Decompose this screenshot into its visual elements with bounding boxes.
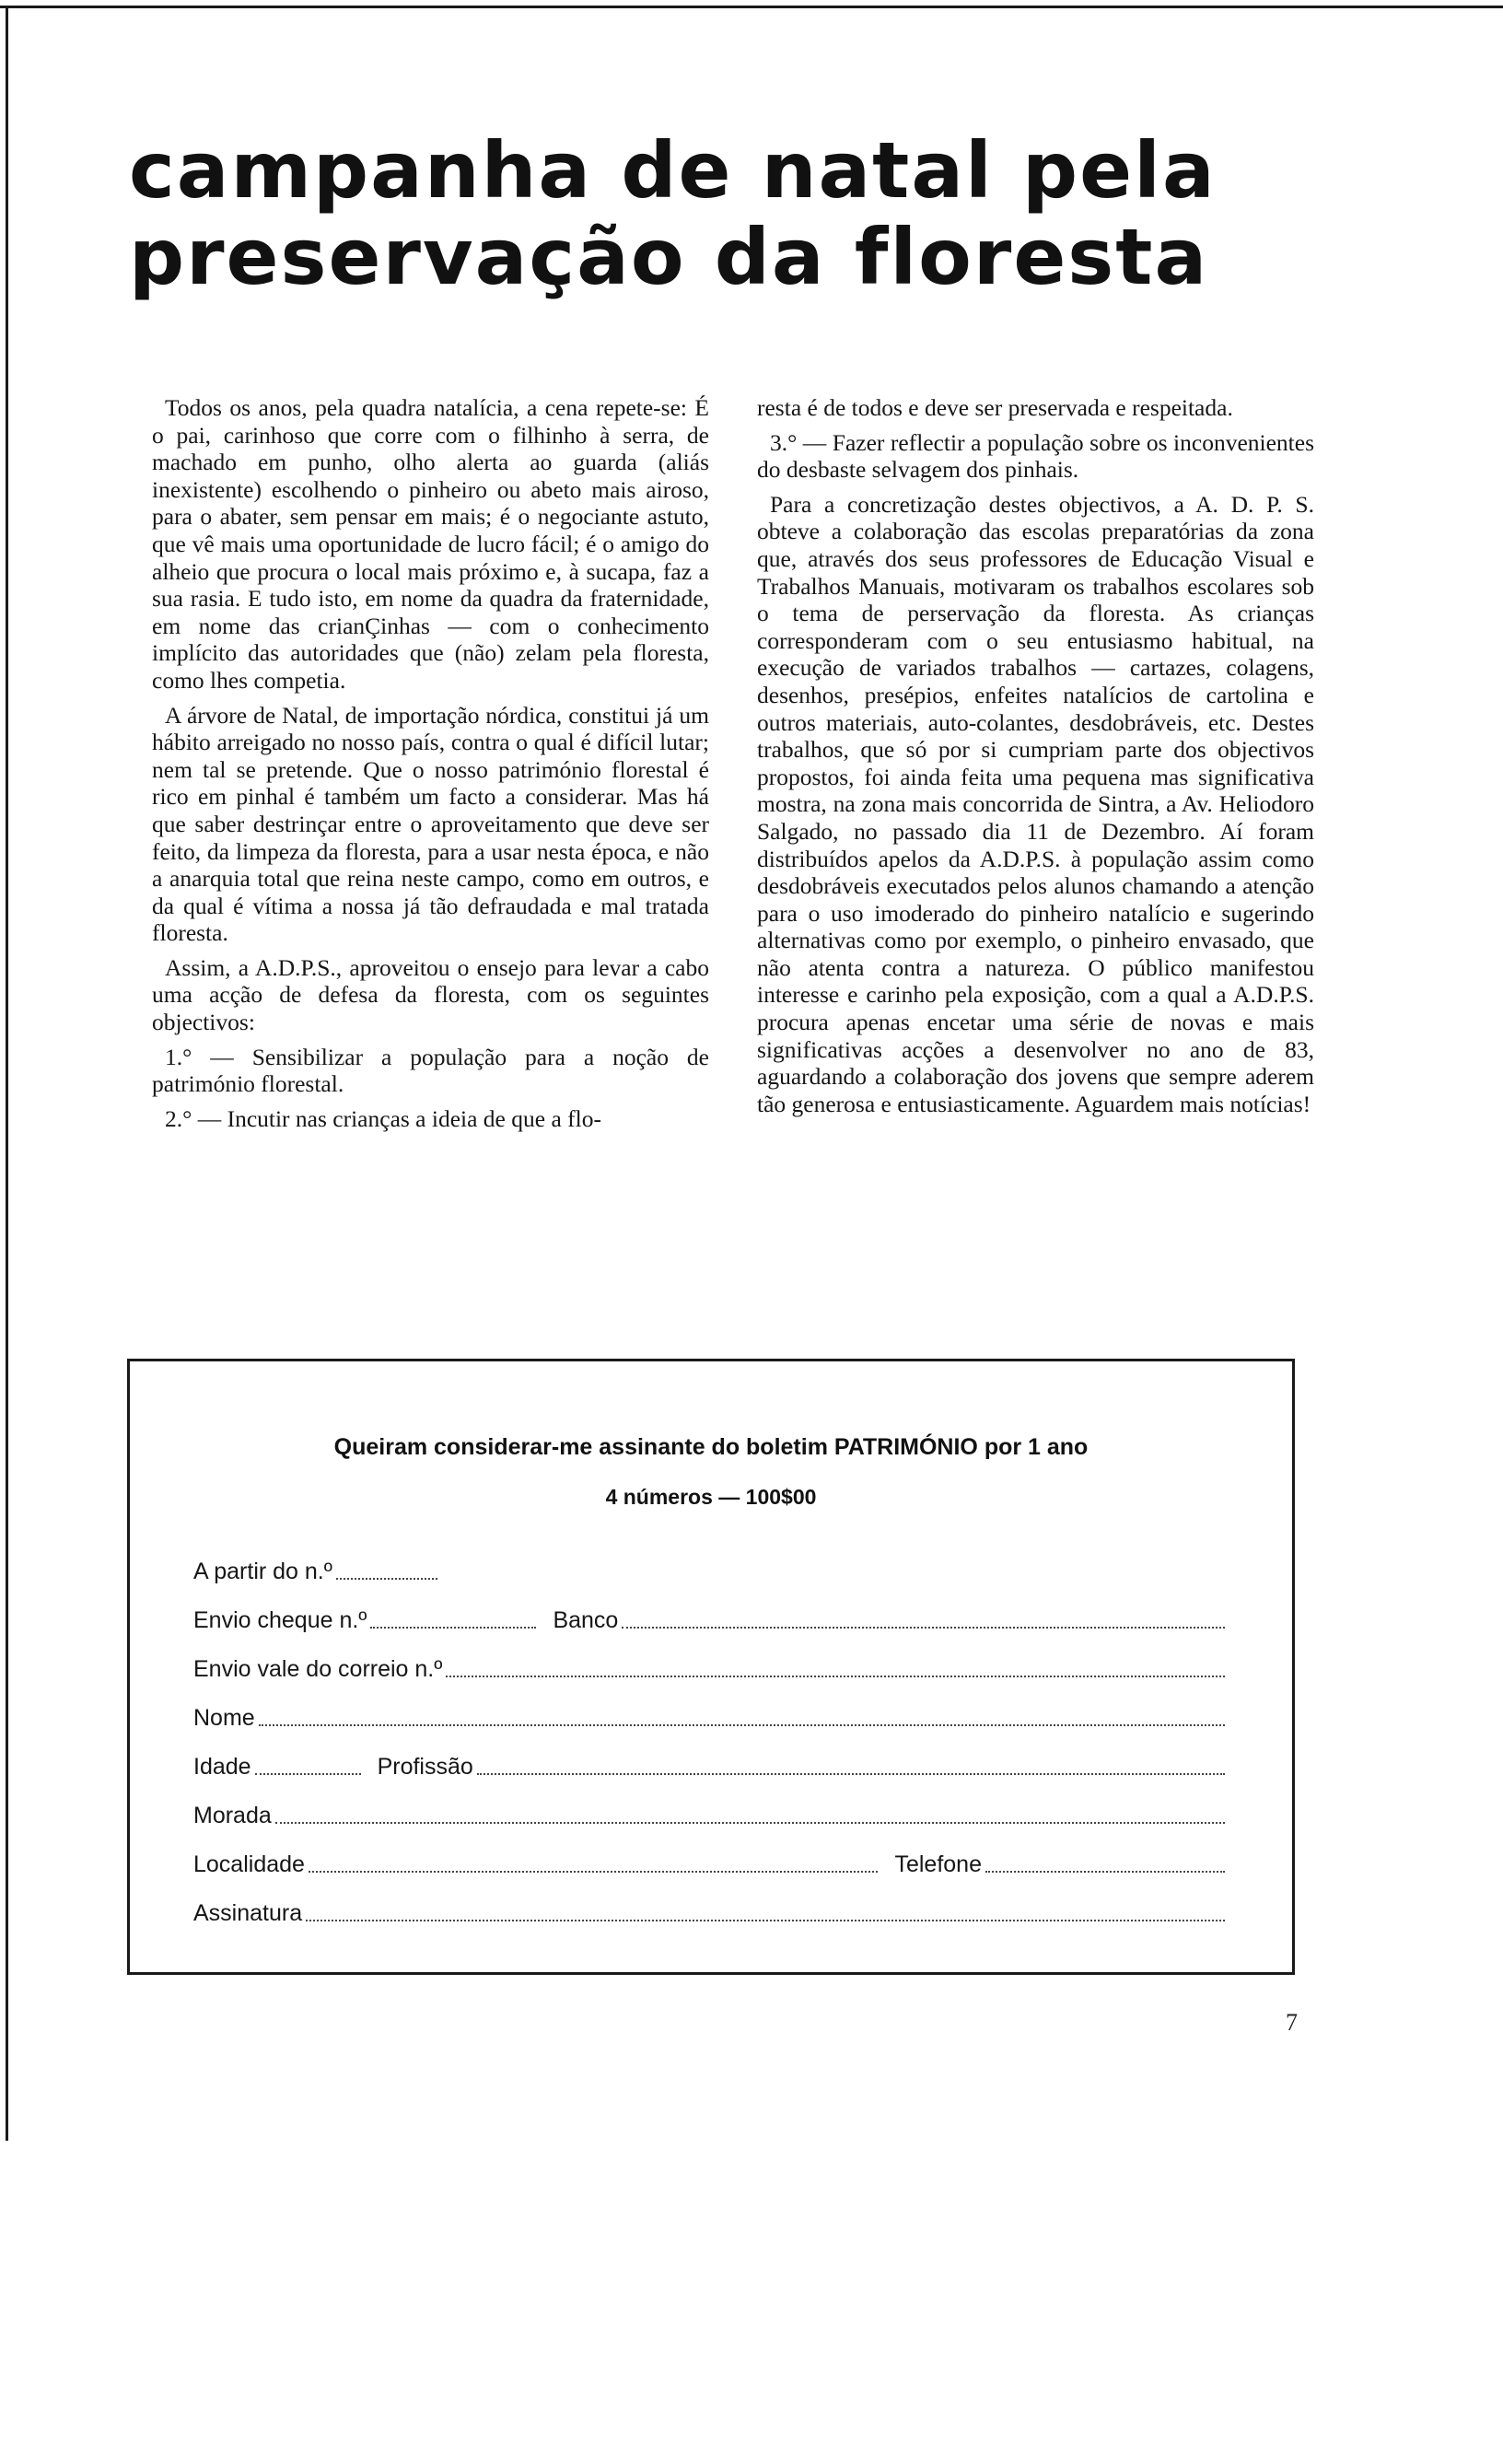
article-paragraph: Assim, a A.D.P.S., aproveitou o ensejo para levar a cabo uma acção de defesa da floresta, com os seguintes objectivos: [152, 953, 709, 1036]
from-issue-label: A partir do n.º [193, 1559, 332, 1584]
objective-item: 2.° — Incutir nas crianças a ideia de que a flo- [165, 1104, 601, 1132]
page-border-left [6, 6, 8, 2141]
phone-label: Telefone [894, 1851, 982, 1877]
form-price: 4 números — 100$00 [605, 1485, 817, 1509]
field-row-signature [193, 1896, 1225, 1927]
phone-field[interactable] [985, 1867, 1225, 1873]
form-heading: Queiram considerar-me assinante do boletim PATRIMÓNIO por 1 ano [333, 1434, 1089, 1460]
field-row-postal-order [193, 1652, 1225, 1683]
age-label: Idade [193, 1754, 251, 1780]
article-paragraph: A árvore de Natal, de importação nórdica, constitui já um hábito arreigado no nosso país, contra o qual é difícil lutar; nem tal se pretende. Que o nosso património florestal é rico em pinhal é também um facto a considerar. Mas há que saber destrinçar entre o aproveitamento que deve ser feito, da limpeza da floresta, para a usar nesta época, e não a anarquia total que reina neste campo, como em outros, e da qual é vítima a nossa já tão defraudada e mal tratada floresta. [152, 701, 709, 947]
field-row-age-profession [193, 1749, 1225, 1781]
cheque-number-label: Envio cheque n.º [193, 1607, 367, 1633]
article-title [129, 127, 1326, 300]
page-number: 7 [1286, 2009, 1298, 2036]
field-row-address [193, 1798, 1225, 1829]
from-issue-field[interactable] [336, 1574, 437, 1580]
article-title-line-1: campanha de natal pela [129, 125, 1217, 216]
article-body [152, 394, 1314, 1260]
name-field[interactable] [259, 1721, 1225, 1726]
profession-label: Profissão [377, 1754, 473, 1780]
article-paragraph: Para a concretização destes objectivos, a A. D. P. S. obteve a colaboração das escolas preparatórias da zona que, através dos seus professores de Educação Visual e Trabalhos Manuais, motivaram os trabalhos escolares sob o tema de perservação da floresta. As crianças corresponderam com o seu entusiasmo habitual, na execução de variados trabalhos — cartazes, colagens, desenhos, presépios, enfeites natalícios de cartolina e outros materiais, auto-colantes, desdobráveis, etc. Destes trabalhos, que só por si cumpriam parte dos objectivos propostos, foi ainda feita uma pequena mas significativa mostra, na zona mais concorrida de Sintra, a Av. Heliodoro Salgado, no passado dia 11 de Dezembro. Aí foram distribuídos apelos da A.D.P.S. à população assim como desdobráveis executados pelos alunos chamando a atenção para o uso imoderado do pinheiro natalício e sugerindo alternativas como por exemplo, o pinheiro envasado, que não atenta contra a natureza. O público manifestou interesse e carinho pela exposição, com a qual a A.D.P.S. procura apenas encetar uma série de novas e mais significativas acções a desenvolver no ano de 83, aguardando a colaboração dos jovens que sempre aderem tão generosa e entusiasticamente. Aguardem mais notícias! [757, 490, 1314, 1117]
field-row-cheque [193, 1603, 1225, 1634]
article-paragraph: Todos os anos, pela quadra natalícia, a cena repete-se: É o pai, carinhoso que corre com o filhinho à serra, de machado em punho, olho alerta ao guarda (aliás inexistente) escolhendo o pinheiro ou abeto mais airoso, para o abater, sem pensar em mais; é o negociante astuto, que vê mais uma oportunidade de lucro fácil; é o amigo do alheio que procura o local mais próximo e, à sucapa, faz a sua rasia. E tudo isto, em nome da quadra da fraternidade, em nome das crianÇinhas — com o conhecimento implícito das autoridades que (não) zelam pela floresta, como lhes competia. [152, 394, 709, 694]
bank-label: Banco [553, 1607, 619, 1633]
subscription-form [127, 1359, 1295, 2464]
profession-field[interactable] [477, 1769, 1225, 1775]
page-border-top [0, 6, 1503, 8]
field-row-from-issue [193, 1554, 1225, 1585]
signature-label: Assinatura [193, 1900, 303, 1926]
postal-order-label: Envio vale do correio n.º [193, 1656, 443, 1682]
objective-item: 3.° — Fazer reflectir a população sobre os inconvenientes do desbaste selvagem dos pinhais. [757, 428, 1314, 484]
locality-label: Localidade [193, 1851, 305, 1877]
cheque-number-field[interactable] [370, 1623, 536, 1629]
postal-order-field[interactable] [446, 1672, 1225, 1677]
field-row-locality-phone [193, 1847, 1225, 1878]
objective-item: 1.° — Sensibilizar a população para a noção de património florestal. [152, 1043, 709, 1098]
locality-field[interactable] [309, 1867, 879, 1873]
bank-field[interactable] [622, 1623, 1225, 1629]
address-field[interactable] [275, 1818, 1225, 1824]
field-row-name [193, 1700, 1225, 1732]
address-label: Morada [193, 1803, 272, 1828]
article-title-line-2: preservação da floresta [129, 212, 1209, 302]
signature-field[interactable] [306, 1916, 1225, 1921]
age-field[interactable] [255, 1769, 361, 1775]
name-label: Nome [193, 1705, 255, 1731]
form-border-top [127, 1359, 1295, 1361]
form-border-bottom [127, 1972, 1295, 1975]
article-paragraph: resta é de todos e deve ser preservada e respeitada. [757, 394, 1233, 421]
